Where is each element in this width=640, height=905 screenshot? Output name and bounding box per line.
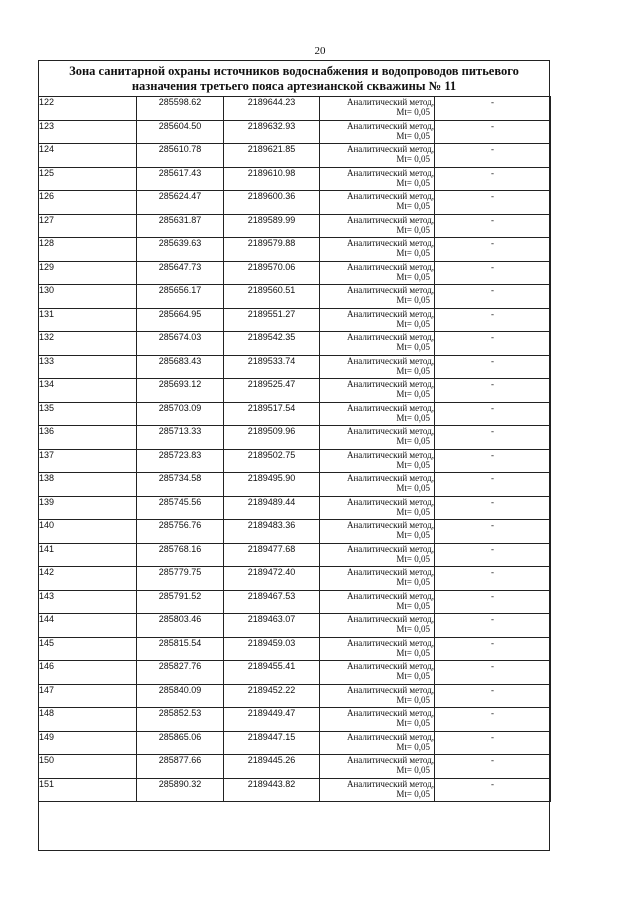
y-coordinate-cell: 2189445.26 bbox=[224, 755, 320, 779]
point-number-cell: 130 bbox=[39, 285, 137, 309]
x-coordinate-cell: 285745.56 bbox=[137, 496, 224, 520]
table-row bbox=[39, 731, 551, 755]
method-cell bbox=[320, 167, 435, 191]
x-coordinate-cell: 285610.78 bbox=[137, 144, 224, 168]
y-coordinate-cell: 2189644.23 bbox=[224, 97, 320, 121]
x-coordinate-cell: 285631.87 bbox=[137, 214, 224, 238]
y-coordinate-cell: 2189517.54 bbox=[224, 402, 320, 426]
method-label: Аналитический метод, bbox=[346, 684, 434, 695]
x-coordinate-cell: 285664.95 bbox=[137, 308, 224, 332]
x-coordinate-cell: 285734.58 bbox=[137, 473, 224, 497]
x-coordinate-cell: 285865.06 bbox=[137, 731, 224, 755]
x-coordinate-cell: 285703.09 bbox=[137, 402, 224, 426]
note-cell: - bbox=[435, 355, 551, 379]
accuracy-value: Mt= 0,05 bbox=[396, 600, 430, 611]
table-row bbox=[39, 191, 551, 215]
y-coordinate-cell: 2189483.36 bbox=[224, 520, 320, 544]
method-cell bbox=[320, 379, 435, 403]
accuracy-value: Mt= 0,05 bbox=[396, 459, 430, 470]
note-cell: - bbox=[435, 567, 551, 591]
method-cell bbox=[320, 355, 435, 379]
page-number: 20 bbox=[314, 45, 326, 57]
note-cell: - bbox=[435, 449, 551, 473]
table-row bbox=[39, 214, 551, 238]
note-cell: - bbox=[435, 778, 551, 802]
method-cell bbox=[320, 755, 435, 779]
table-row bbox=[39, 637, 551, 661]
note-cell: - bbox=[435, 473, 551, 497]
table-row bbox=[39, 520, 551, 544]
note-cell: - bbox=[435, 731, 551, 755]
note-cell: - bbox=[435, 97, 551, 121]
y-coordinate-cell: 2189589.99 bbox=[224, 214, 320, 238]
note-cell: - bbox=[435, 590, 551, 614]
method-label: Аналитический метод, bbox=[346, 661, 434, 671]
accuracy-value: Mt= 0,05 bbox=[396, 741, 430, 752]
accuracy-value: Mt= 0,05 bbox=[396, 530, 430, 540]
point-number-cell: 151 bbox=[39, 778, 137, 802]
x-coordinate-cell: 285647.73 bbox=[137, 261, 224, 285]
method-cell bbox=[320, 520, 435, 544]
accuracy-value: Mt= 0,05 bbox=[396, 271, 430, 282]
point-number-cell: 125 bbox=[39, 167, 137, 191]
x-coordinate-cell: 285639.63 bbox=[137, 238, 224, 262]
method-cell bbox=[320, 402, 435, 426]
method-label: Аналитический метод, bbox=[346, 543, 434, 554]
y-coordinate-cell: 2189449.47 bbox=[224, 708, 320, 732]
accuracy-value: Mt= 0,05 bbox=[396, 295, 430, 305]
accuracy-value: Mt= 0,05 bbox=[396, 553, 430, 564]
point-number-cell: 134 bbox=[39, 379, 137, 403]
y-coordinate-cell: 2189459.03 bbox=[224, 637, 320, 661]
method-cell bbox=[320, 308, 435, 332]
document-title-line-1: Зона санитарной охраны источников водоснабжения и водопроводов питьевого bbox=[69, 64, 519, 78]
accuracy-value: Mt= 0,05 bbox=[396, 765, 430, 775]
method-cell bbox=[320, 496, 435, 520]
accuracy-value: Mt= 0,05 bbox=[396, 224, 430, 235]
y-coordinate-cell: 2189495.90 bbox=[224, 473, 320, 497]
method-label: Аналитический метод, bbox=[346, 144, 434, 154]
x-coordinate-cell: 285604.50 bbox=[137, 120, 224, 144]
accuracy-value: Mt= 0,05 bbox=[396, 107, 430, 117]
table-row bbox=[39, 379, 551, 403]
note-cell: - bbox=[435, 684, 551, 708]
y-coordinate-cell: 2189463.07 bbox=[224, 614, 320, 638]
method-label: Аналитический метод, bbox=[346, 449, 434, 460]
method-label: Аналитический метод, bbox=[346, 285, 434, 295]
note-cell: - bbox=[435, 543, 551, 567]
y-coordinate-cell: 2189455.41 bbox=[224, 661, 320, 685]
accuracy-value: Mt= 0,05 bbox=[396, 389, 430, 399]
x-coordinate-cell: 285598.62 bbox=[137, 97, 224, 121]
note-cell: - bbox=[435, 637, 551, 661]
note-cell: - bbox=[435, 308, 551, 332]
table-row bbox=[39, 261, 551, 285]
table-row bbox=[39, 308, 551, 332]
y-coordinate-cell: 2189502.75 bbox=[224, 449, 320, 473]
x-coordinate-cell: 285890.32 bbox=[137, 778, 224, 802]
accuracy-value: Mt= 0,05 bbox=[396, 342, 430, 352]
y-coordinate-cell: 2189477.68 bbox=[224, 543, 320, 567]
table-row bbox=[39, 332, 551, 356]
point-number-cell: 127 bbox=[39, 214, 137, 238]
point-number-cell: 138 bbox=[39, 473, 137, 497]
accuracy-value: Mt= 0,05 bbox=[396, 318, 430, 329]
accuracy-value: Mt= 0,05 bbox=[396, 201, 430, 211]
table-row bbox=[39, 449, 551, 473]
point-number-cell: 129 bbox=[39, 261, 137, 285]
method-cell bbox=[320, 238, 435, 262]
accuracy-value: Mt= 0,05 bbox=[396, 671, 430, 681]
x-coordinate-cell: 285674.03 bbox=[137, 332, 224, 356]
note-cell: - bbox=[435, 520, 551, 544]
method-label: Аналитический метод, bbox=[346, 355, 434, 366]
method-cell bbox=[320, 332, 435, 356]
x-coordinate-cell: 285803.46 bbox=[137, 614, 224, 638]
accuracy-value: Mt= 0,05 bbox=[396, 154, 430, 164]
method-cell bbox=[320, 778, 435, 802]
table-row bbox=[39, 614, 551, 638]
note-cell: - bbox=[435, 755, 551, 779]
method-cell bbox=[320, 708, 435, 732]
note-cell: - bbox=[435, 214, 551, 238]
x-coordinate-cell: 285756.76 bbox=[137, 520, 224, 544]
y-coordinate-cell: 2189600.36 bbox=[224, 191, 320, 215]
accuracy-value: Mt= 0,05 bbox=[396, 248, 430, 258]
note-cell: - bbox=[435, 332, 551, 356]
method-cell bbox=[320, 661, 435, 685]
method-label: Аналитический метод, bbox=[346, 473, 434, 483]
y-coordinate-cell: 2189551.27 bbox=[224, 308, 320, 332]
method-label: Аналитический метод, bbox=[346, 191, 434, 201]
method-label: Аналитический метод, bbox=[346, 379, 434, 389]
accuracy-value: Mt= 0,05 bbox=[396, 788, 430, 799]
table-row bbox=[39, 426, 551, 450]
method-label: Аналитический метод, bbox=[346, 97, 434, 107]
method-label: Аналитический метод, bbox=[346, 731, 434, 742]
method-cell bbox=[320, 637, 435, 661]
method-cell bbox=[320, 144, 435, 168]
point-number-cell: 149 bbox=[39, 731, 137, 755]
y-coordinate-cell: 2189570.06 bbox=[224, 261, 320, 285]
method-label: Аналитический метод, bbox=[346, 637, 434, 648]
point-number-cell: 146 bbox=[39, 661, 137, 685]
method-cell bbox=[320, 731, 435, 755]
table-row bbox=[39, 144, 551, 168]
method-cell bbox=[320, 426, 435, 450]
x-coordinate-cell: 285852.53 bbox=[137, 708, 224, 732]
y-coordinate-cell: 2189542.35 bbox=[224, 332, 320, 356]
x-coordinate-cell: 285877.66 bbox=[137, 755, 224, 779]
table-row bbox=[39, 543, 551, 567]
method-label: Аналитический метод, bbox=[346, 708, 434, 718]
method-cell bbox=[320, 684, 435, 708]
method-cell bbox=[320, 261, 435, 285]
y-coordinate-cell: 2189509.96 bbox=[224, 426, 320, 450]
note-cell: - bbox=[435, 238, 551, 262]
method-label: Аналитический метод, bbox=[346, 261, 434, 272]
x-coordinate-cell: 285768.16 bbox=[137, 543, 224, 567]
x-coordinate-cell: 285827.76 bbox=[137, 661, 224, 685]
point-number-cell: 136 bbox=[39, 426, 137, 450]
method-cell bbox=[320, 97, 435, 121]
method-cell bbox=[320, 473, 435, 497]
table-row bbox=[39, 567, 551, 591]
document-title bbox=[38, 60, 550, 96]
point-number-cell: 124 bbox=[39, 144, 137, 168]
y-coordinate-cell: 2189533.74 bbox=[224, 355, 320, 379]
x-coordinate-cell: 285624.47 bbox=[137, 191, 224, 215]
note-cell: - bbox=[435, 120, 551, 144]
note-cell: - bbox=[435, 402, 551, 426]
method-label: Аналитический метод, bbox=[346, 332, 434, 342]
point-number-cell: 147 bbox=[39, 684, 137, 708]
note-cell: - bbox=[435, 285, 551, 309]
table-row bbox=[39, 285, 551, 309]
table-row bbox=[39, 661, 551, 685]
x-coordinate-cell: 285713.33 bbox=[137, 426, 224, 450]
table-row bbox=[39, 496, 551, 520]
accuracy-value: Mt= 0,05 bbox=[396, 506, 430, 517]
x-coordinate-cell: 285779.75 bbox=[137, 567, 224, 591]
table-row bbox=[39, 355, 551, 379]
y-coordinate-cell: 2189447.15 bbox=[224, 731, 320, 755]
x-coordinate-cell: 285815.54 bbox=[137, 637, 224, 661]
y-coordinate-cell: 2189472.40 bbox=[224, 567, 320, 591]
point-number-cell: 123 bbox=[39, 120, 137, 144]
accuracy-value: Mt= 0,05 bbox=[396, 483, 430, 493]
point-number-cell: 131 bbox=[39, 308, 137, 332]
table-row bbox=[39, 120, 551, 144]
y-coordinate-cell: 2189632.93 bbox=[224, 120, 320, 144]
method-label: Аналитический метод, bbox=[346, 590, 434, 601]
table-row bbox=[39, 402, 551, 426]
table-row bbox=[39, 238, 551, 262]
method-label: Аналитический метод, bbox=[346, 520, 434, 530]
accuracy-value: Mt= 0,05 bbox=[396, 436, 430, 446]
note-cell: - bbox=[435, 661, 551, 685]
x-coordinate-cell: 285723.83 bbox=[137, 449, 224, 473]
method-label: Аналитический метод, bbox=[346, 778, 434, 789]
point-number-cell: 140 bbox=[39, 520, 137, 544]
y-coordinate-cell: 2189525.47 bbox=[224, 379, 320, 403]
method-cell bbox=[320, 449, 435, 473]
accuracy-value: Mt= 0,05 bbox=[396, 177, 430, 188]
point-number-cell: 128 bbox=[39, 238, 137, 262]
table-row bbox=[39, 590, 551, 614]
x-coordinate-cell: 285791.52 bbox=[137, 590, 224, 614]
point-number-cell: 126 bbox=[39, 191, 137, 215]
method-cell bbox=[320, 285, 435, 309]
table-row bbox=[39, 684, 551, 708]
point-number-cell: 143 bbox=[39, 590, 137, 614]
method-label: Аналитический метод, bbox=[346, 496, 434, 507]
accuracy-value: Mt= 0,05 bbox=[396, 694, 430, 705]
point-number-cell: 122 bbox=[39, 97, 137, 121]
point-number-cell: 150 bbox=[39, 755, 137, 779]
y-coordinate-cell: 2189610.98 bbox=[224, 167, 320, 191]
point-number-cell: 142 bbox=[39, 567, 137, 591]
y-coordinate-cell: 2189560.51 bbox=[224, 285, 320, 309]
table-row bbox=[39, 97, 551, 121]
accuracy-value: Mt= 0,05 bbox=[396, 412, 430, 423]
note-cell: - bbox=[435, 191, 551, 215]
x-coordinate-cell: 285693.12 bbox=[137, 379, 224, 403]
y-coordinate-cell: 2189467.53 bbox=[224, 590, 320, 614]
method-label: Аналитический метод, bbox=[346, 567, 434, 577]
point-number-cell: 145 bbox=[39, 637, 137, 661]
method-label: Аналитический метод, bbox=[346, 167, 434, 178]
note-cell: - bbox=[435, 379, 551, 403]
coordinates-table bbox=[38, 96, 551, 802]
note-cell: - bbox=[435, 426, 551, 450]
method-label: Аналитический метод, bbox=[346, 755, 434, 765]
document-title-line-2: назначения третьего пояса артезианской скважины № 11 bbox=[131, 79, 457, 93]
accuracy-value: Mt= 0,05 bbox=[396, 577, 430, 587]
note-cell: - bbox=[435, 144, 551, 168]
table-row bbox=[39, 778, 551, 802]
y-coordinate-cell: 2189489.44 bbox=[224, 496, 320, 520]
accuracy-value: Mt= 0,05 bbox=[396, 624, 430, 634]
note-cell: - bbox=[435, 261, 551, 285]
method-cell bbox=[320, 590, 435, 614]
method-cell bbox=[320, 614, 435, 638]
accuracy-value: Mt= 0,05 bbox=[396, 130, 430, 141]
note-cell: - bbox=[435, 167, 551, 191]
method-label: Аналитический метод, bbox=[346, 308, 434, 319]
method-label: Аналитический метод, bbox=[346, 614, 434, 624]
method-cell bbox=[320, 214, 435, 238]
method-label: Аналитический метод, bbox=[346, 426, 434, 436]
accuracy-value: Mt= 0,05 bbox=[396, 718, 430, 728]
point-number-cell: 137 bbox=[39, 449, 137, 473]
x-coordinate-cell: 285840.09 bbox=[137, 684, 224, 708]
y-coordinate-cell: 2189443.82 bbox=[224, 778, 320, 802]
method-cell bbox=[320, 543, 435, 567]
y-coordinate-cell: 2189452.22 bbox=[224, 684, 320, 708]
method-label: Аналитический метод, bbox=[346, 120, 434, 131]
accuracy-value: Mt= 0,05 bbox=[396, 365, 430, 376]
accuracy-value: Mt= 0,05 bbox=[396, 647, 430, 658]
x-coordinate-cell: 285656.17 bbox=[137, 285, 224, 309]
note-cell: - bbox=[435, 708, 551, 732]
table-row bbox=[39, 473, 551, 497]
point-number-cell: 139 bbox=[39, 496, 137, 520]
point-number-cell: 148 bbox=[39, 708, 137, 732]
table-row bbox=[39, 167, 551, 191]
point-number-cell: 133 bbox=[39, 355, 137, 379]
method-cell bbox=[320, 191, 435, 215]
x-coordinate-cell: 285683.43 bbox=[137, 355, 224, 379]
method-cell bbox=[320, 120, 435, 144]
x-coordinate-cell: 285617.43 bbox=[137, 167, 224, 191]
y-coordinate-cell: 2189621.85 bbox=[224, 144, 320, 168]
method-label: Аналитический метод, bbox=[346, 402, 434, 413]
note-cell: - bbox=[435, 614, 551, 638]
point-number-cell: 135 bbox=[39, 402, 137, 426]
table-row bbox=[39, 755, 551, 779]
point-number-cell: 132 bbox=[39, 332, 137, 356]
note-cell: - bbox=[435, 496, 551, 520]
method-cell bbox=[320, 567, 435, 591]
point-number-cell: 141 bbox=[39, 543, 137, 567]
method-label: Аналитический метод, bbox=[346, 238, 434, 248]
point-number-cell: 144 bbox=[39, 614, 137, 638]
y-coordinate-cell: 2189579.88 bbox=[224, 238, 320, 262]
table-row bbox=[39, 708, 551, 732]
method-label: Аналитический метод, bbox=[346, 214, 434, 225]
